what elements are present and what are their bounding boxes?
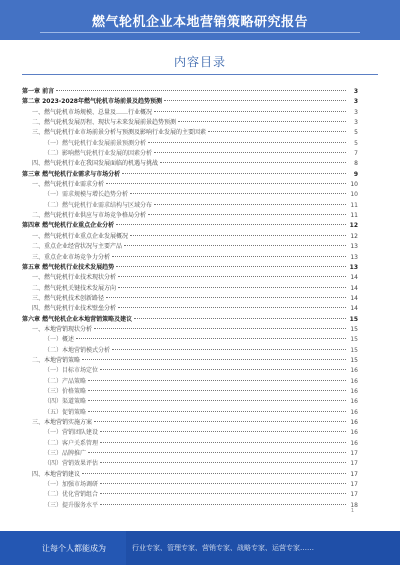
toc-heading: 内容目录 [173, 55, 226, 69]
toc-entry-page: 7 [354, 150, 358, 158]
toc-entry[interactable] [22, 87, 358, 97]
toc-entry-page: 16 [350, 408, 358, 416]
toc-entry-title: 二、燃气轮机发展历程、现状与未来发展前景趋势预测 [32, 119, 177, 127]
toc-leader-dots [88, 390, 346, 391]
toc-entry-title: （四）渠道策略 [44, 398, 87, 406]
toc-entry-page: 14 [350, 294, 358, 302]
toc-entry-title: （五）促销策略 [44, 408, 87, 416]
toc-entry-page: 14 [350, 284, 358, 292]
toc-entry[interactable] [22, 273, 358, 283]
toc-entry-page: 13 [350, 253, 358, 261]
toc-entry-title: 三、本地营销实施方案 [32, 419, 93, 426]
toc-leader-dots [148, 142, 346, 143]
toc-entry[interactable] [22, 325, 358, 335]
toc-entry[interactable] [22, 253, 358, 263]
toc-entry-title: （一）燃气轮机行业发展前景预测分析 [44, 139, 147, 147]
toc-entry-page: 13 [350, 243, 358, 251]
toc-leader-dots [116, 224, 346, 225]
toc-entry-title: （三）提升服务水平 [44, 501, 99, 509]
toc-entry[interactable] [22, 159, 358, 169]
toc-entry-title: 三、燃气轮机技术创新路径 [32, 294, 105, 302]
toc-entry-title: （一）概述 [44, 336, 75, 344]
toc-entry-title: （三）价格策略 [44, 387, 87, 395]
toc-entry-page: 18 [350, 501, 358, 509]
toc-leader-dots [106, 183, 346, 184]
toc-entry[interactable] [22, 221, 358, 231]
toc-entry-title: （二）客户关系管理 [44, 439, 99, 447]
toc-leader-dots [82, 359, 346, 360]
toc-leader-dots [116, 266, 346, 267]
toc-entry[interactable] [22, 211, 358, 221]
toc-entry-page: 9 [353, 170, 358, 178]
toc-entry[interactable] [22, 97, 358, 107]
toc-entry-page: 8 [354, 160, 358, 168]
toc-entry-page: 5 [354, 139, 358, 147]
toc-leader-dots [94, 421, 346, 422]
toc-entry-title: （一）加强市场调研 [44, 481, 99, 489]
toc-leader-dots [178, 121, 346, 122]
toc-entry-title: （一）目标市场定位 [44, 367, 99, 375]
toc-leader-dots [100, 483, 346, 484]
toc-entry[interactable] [22, 180, 358, 190]
toc-leader-dots [154, 204, 346, 205]
toc-entry-page: 16 [350, 439, 358, 447]
toc-entry[interactable] [22, 356, 358, 366]
toc-entry-page: 16 [350, 398, 358, 406]
toc-entry-page: 17 [350, 460, 358, 468]
toc-entry[interactable] [22, 232, 358, 242]
header-divider [40, 32, 360, 33]
toc-entry[interactable] [22, 304, 358, 314]
toc-entry-title: 第五章 燃气轮机行业技术发展趋势 [22, 263, 115, 271]
toc-entry-title: 一、燃气轮机行业需求分析 [32, 181, 105, 189]
toc-entry-title: 二、燃气轮机行业供应与市场竞争格局分析 [32, 212, 147, 220]
toc-leader-dots [100, 493, 346, 494]
report-header [0, 0, 400, 40]
toc-leader-dots [88, 400, 346, 401]
toc-entry[interactable] [22, 418, 358, 428]
toc-entry-title: 一、燃气轮机行业重点企业发展概况 [32, 232, 129, 240]
toc-entry-page: 16 [350, 377, 358, 385]
toc-entry-page: 11 [350, 201, 358, 209]
toc-entry-page: 10 [350, 181, 358, 189]
toc-leader-dots [106, 297, 346, 298]
toc-leader-dots [130, 235, 346, 236]
table-of-contents [22, 87, 358, 511]
toc-entry-title: （一）营销团队建设 [44, 429, 99, 437]
toc-entry-page: 3 [354, 108, 358, 116]
toc-entry-page: 11 [350, 212, 358, 220]
toc-entry-page: 17 [350, 450, 358, 458]
toc-entry-page: 16 [350, 367, 358, 375]
toc-entry-page: 16 [350, 387, 358, 395]
toc-entry-page: 15 [350, 336, 358, 344]
toc-entry-title: 第四章 燃气轮机行业重点企业分析 [22, 222, 115, 230]
toc-leader-dots [124, 245, 346, 246]
toc-leader-dots [88, 380, 346, 381]
toc-entry-title: （三）品牌推广 [44, 450, 87, 458]
toc-leader-dots [112, 256, 346, 257]
toc-leader-dots [122, 173, 346, 174]
toc-leader-dots [154, 152, 346, 153]
toc-entry-title: （一）需求规模与增长趋势分析 [44, 191, 129, 199]
toc-entry-title: 一、燃气轮机市场规模、总量及……行业概况 [32, 108, 153, 116]
toc-entry-page: 3 [353, 88, 358, 95]
report-title: 燃气轮机企业本地营销策略研究报告 [91, 15, 308, 30]
toc-leader-dots [100, 431, 346, 432]
toc-entry[interactable] [22, 335, 358, 345]
toc-entry-page: 5 [354, 129, 358, 137]
toc-entry-title: 二、重点企业经营状况与主要产品 [32, 243, 123, 251]
toc-leader-dots [160, 162, 346, 163]
toc-entry-title: 第三章 燃气轮机行业需求与市场分析 [22, 170, 121, 178]
toc-leader-dots [208, 131, 346, 132]
toc-leader-dots [130, 193, 346, 194]
toc-entry[interactable] [22, 139, 358, 149]
toc-leader-dots [164, 100, 346, 101]
toc-entry-title: 一、本地营销现状分析 [32, 325, 93, 333]
toc-entry[interactable] [22, 118, 358, 128]
toc-entry[interactable] [22, 346, 358, 356]
toc-leader-dots [56, 90, 346, 91]
toc-leader-dots [88, 452, 346, 453]
toc-entry-title: 四、燃气轮机行业技术壁垒分析 [32, 305, 117, 313]
toc-entry-title: 四、燃气轮机行业在我国发展面临的机遇与挑战 [32, 160, 159, 168]
toc-entry-page: 16 [350, 419, 358, 426]
footer-banner [0, 531, 400, 565]
toc-entry-title: 三、燃气轮机行业市场前景分析与预测及影响行业发展的主要因素 [32, 129, 207, 137]
toc-entry[interactable] [22, 387, 358, 397]
toc-entry-title: （二）产品策略 [44, 377, 87, 385]
page-number: 1 [350, 508, 354, 514]
toc-entry[interactable] [22, 480, 358, 490]
toc-entry-page: 14 [350, 274, 358, 282]
toc-leader-dots [100, 442, 346, 443]
toc-entry[interactable] [22, 366, 358, 376]
toc-entry-title: （二）本地营销模式分析 [44, 346, 111, 354]
toc-entry-page: 14 [350, 305, 358, 313]
toc-leader-dots [148, 214, 346, 215]
toc-entry-title: 二、燃气轮机关键技术发展方向 [32, 284, 117, 292]
toc-entry-title: 三、重点企业市场竞争力分析 [32, 253, 111, 261]
toc-entry[interactable] [22, 190, 358, 200]
toc-entry-title: 第一章 前言 [22, 88, 55, 95]
toc-entry-page: 10 [350, 191, 358, 199]
toc-entry[interactable] [22, 242, 358, 252]
toc-entry-page: 15 [350, 346, 358, 354]
toc-entry-page: 17 [350, 470, 358, 478]
toc-entry-title: 四、本地营销建议 [32, 470, 81, 478]
toc-leader-dots [112, 349, 346, 350]
toc-entry-page: 17 [350, 491, 358, 499]
toc-entry-title: 第六章 燃气轮机企业本地营销策略及建议 [22, 315, 133, 323]
toc-leader-dots [100, 462, 346, 463]
toc-entry[interactable] [22, 284, 358, 294]
toc-entry-title: （四）营销效果评估 [44, 460, 99, 468]
toc-entry[interactable] [22, 263, 358, 273]
toc-leader-dots [76, 338, 346, 339]
toc-entry[interactable] [22, 377, 358, 387]
toc-entry[interactable] [22, 128, 358, 138]
toc-entry-page: 15 [350, 325, 358, 333]
toc-entry-page: 12 [350, 232, 358, 240]
toc-entry[interactable] [22, 294, 358, 304]
toc-entry[interactable] [22, 439, 358, 449]
toc-entry[interactable] [22, 459, 358, 469]
toc-leader-dots [154, 111, 346, 112]
toc-entry[interactable] [22, 170, 358, 180]
toc-leader-dots [100, 369, 346, 370]
footer-slogan: 让每个人都能成为 [42, 544, 106, 553]
toc-entry[interactable] [22, 315, 358, 325]
toc-entry-page: 15 [350, 356, 358, 364]
toc-entry-title: 二、本地营销策略 [32, 356, 81, 364]
toc-heading-divider [22, 74, 378, 75]
toc-entry-title: 一、燃气轮机行业技术现状分析 [32, 274, 117, 282]
toc-leader-dots [82, 473, 346, 474]
toc-leader-dots [100, 504, 346, 505]
toc-entry-page: 3 [353, 98, 358, 106]
toc-entry[interactable] [22, 149, 358, 159]
toc-entry-title: 第二章 2023-2028年燃气轮机市场前景及趋势预测 [22, 98, 162, 106]
toc-entry[interactable] [22, 470, 358, 480]
toc-entry[interactable] [22, 408, 358, 418]
footer-tagline: 行业专家、管理专家、营销专家、战略专家、运营专家…… [132, 544, 314, 552]
toc-entry-page: 13 [349, 263, 358, 271]
toc-entry[interactable] [22, 501, 358, 511]
toc-entry-page: 17 [350, 481, 358, 489]
toc-entry-page: 12 [349, 222, 358, 230]
toc-entry[interactable] [22, 108, 358, 118]
toc-leader-dots [94, 328, 346, 329]
toc-leader-dots [88, 411, 346, 412]
toc-leader-dots [134, 318, 346, 319]
toc-entry-title: （二）燃气轮机行业需求结构与区域分布 [44, 201, 153, 209]
toc-entry-page: 15 [349, 315, 358, 323]
toc-leader-dots [118, 287, 346, 288]
toc-entry-page: 16 [350, 429, 358, 437]
toc-entry[interactable] [22, 490, 358, 500]
toc-entry-title: （二）优化营销组合 [44, 491, 99, 499]
toc-entry[interactable] [22, 449, 358, 459]
toc-leader-dots [118, 307, 346, 308]
toc-entry[interactable] [22, 428, 358, 438]
toc-entry-page: 3 [354, 119, 358, 127]
toc-entry[interactable] [22, 201, 358, 211]
toc-entry[interactable] [22, 397, 358, 407]
toc-leader-dots [118, 276, 346, 277]
toc-entry-title: （二）影响燃气轮机行业发展的因素分析 [44, 150, 153, 158]
